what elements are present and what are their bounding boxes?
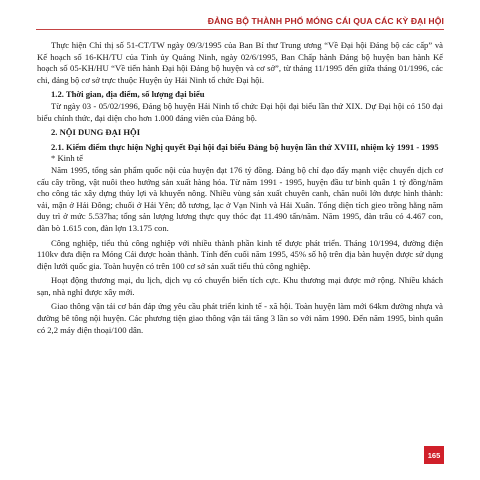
header-divider xyxy=(36,29,444,30)
paragraph-intro: Thực hiện Chỉ thị số 51-CT/TW ngày 09/3/1995 của Ban Bí thư Trung ương “Về Đại hội Đảng bộ các cấp” và Kế hoạch số 16-KH/TU của Tỉnh ủy Quảng Ninh, ngày 02/6/1995, Ban Chấp hành Đảng bộ huyện ban hành Kế hoạch số 05-KH/HU “Về tiến hành Đại hội Đảng bộ huyện và cơ sở”, từ tháng 11/1995 đến giữa tháng 01/1996, các chi, đảng bộ cơ sở trực thuộc Huyện ủy Hải Ninh tổ chức Đại hội. xyxy=(37,40,443,85)
paragraph-trade: Hoạt động thương mại, du lịch, dịch vụ có chuyển biến tích cực. Khu thương mại được mở rộng. Nhiều khách sạn, nhà nghỉ được xây mới. xyxy=(37,275,443,297)
paragraph-economy: Năm 1995, tổng sản phẩm quốc nội của huyện đạt 176 tỷ đồng. Đảng bộ chỉ đạo đẩy mạnh việc chuyển dịch cơ cấu cây trồng, vật nuôi theo hướng sản xuất hàng hóa. Từ năm 1991 - 1995, huyện đầu tư bình quân 1 tỷ đồng/năm cho công tác xây dựng thủy lợi và khuyến nông. Nhiều vùng sản xuất chuyên canh, chăn nuôi lớn được hình thành: vải, mận ở Hải Đông; chuối ở Hải Yên; đỗ tương, lạc ở Vạn Ninh và Hải Xuân. Tổng diện tích gieo trồng hằng năm duy trì ở mức 5.537ha; tổng sản lượng lương thực quy thóc đạt 11.490 tấn/năm. Năm 1995, đàn trâu có 4.467 con, đàn bò 1.615 con, đàn lợn 13.175 con. xyxy=(37,164,443,233)
page-header xyxy=(0,0,480,40)
paragraph-congress-dates: Từ ngày 03 - 05/02/1996, Đảng bộ huyện Hải Ninh tổ chức Đại hội đại biểu lần thứ XIX. Dự Đại hội có 150 đại biểu chính thức, đại diện cho hơn 1.000 đảng viên của Đảng bộ. xyxy=(37,100,443,123)
subsection-heading-review: 2.1. Kiểm điểm thực hiện Nghị quyết Đại hội đại biểu Đảng bộ huyện lần thứ XVIII, nhiệm kỳ 1991 - 1995 xyxy=(51,141,439,152)
paragraph-transport: Giao thông vận tải cơ bản đáp ứng yêu cầu phát triển kinh tế - xã hội. Toàn huyện làm mới 64km đường nhựa và đường bê tông nội huyện. Các phương tiện giao thông vận tải tăng 3 lần so với năm 1990. Đến năm 1995, bình quân có 2,2 máy điện thoại/100 dân. xyxy=(37,301,443,335)
section-heading-time-place: 1.2. Thời gian, địa điểm, số lượng đại biểu xyxy=(51,89,205,100)
section-heading-content: 2. NỘI DUNG ĐẠI HỘI xyxy=(51,127,141,138)
running-header-title: ĐẢNG BỘ THÀNH PHỐ MÓNG CÁI QUA CÁC KỲ ĐẠI HỘI xyxy=(207,16,444,26)
topic-label-economy: * Kinh tế xyxy=(51,153,83,164)
page-number-badge: 165 xyxy=(424,446,444,464)
paragraph-industry: Công nghiệp, tiểu thủ công nghiệp với nhiều thành phần kinh tế được phát triển. Tháng 10/1994, đường điện 110kv đưa điện ra Móng Cái được hoàn thành. Tính đến cuối năm 1995, 45% số hộ trên địa bàn huyện được sử dụng điện lưới quốc gia. Toàn huyện có trên 100 cơ sở sản xuất tiểu thủ công nghiệp. xyxy=(37,237,443,271)
page-body xyxy=(37,40,443,336)
